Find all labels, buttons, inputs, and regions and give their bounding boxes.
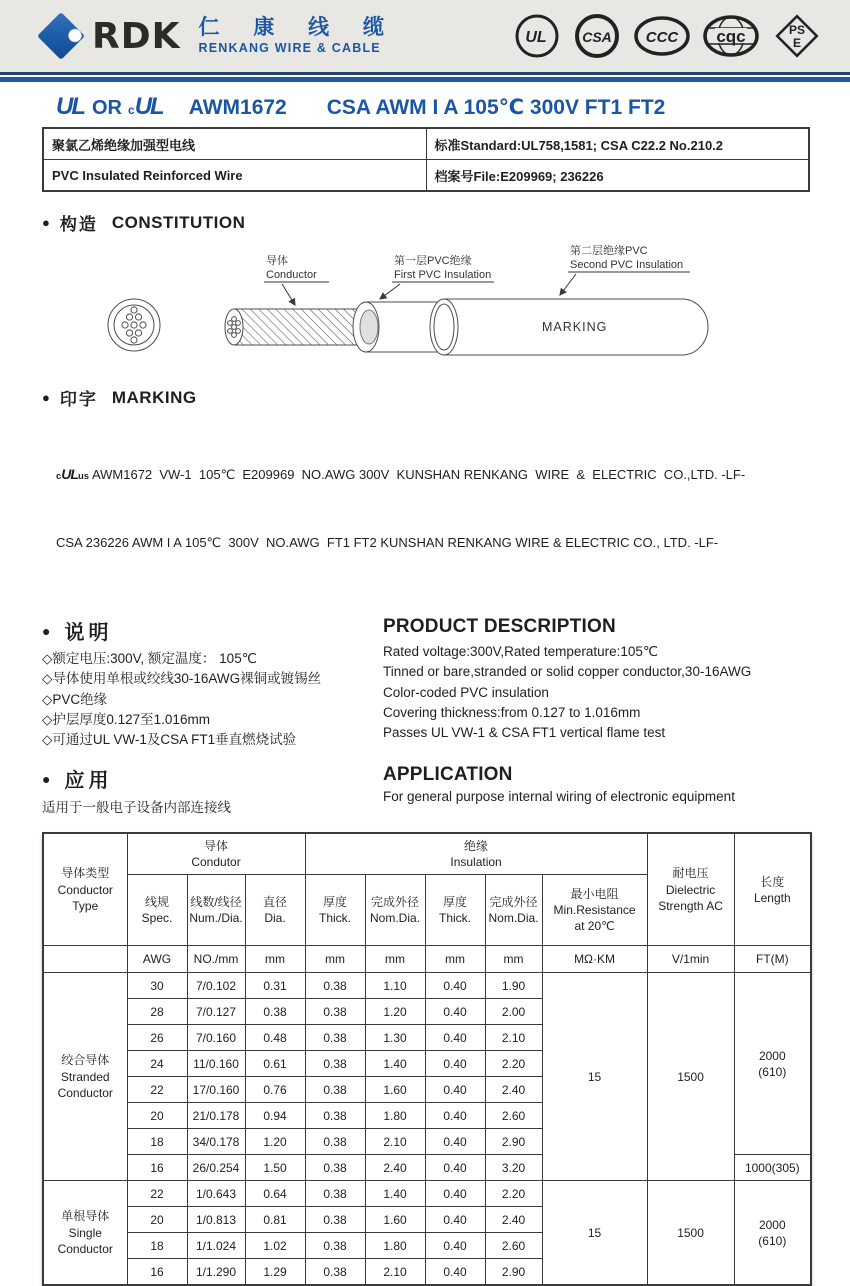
description-item-en: Color-coded PVC insulation: [383, 684, 549, 700]
spec-cell: 0.38: [305, 1259, 365, 1286]
spec-cell: 34/0.178: [187, 1129, 245, 1155]
description-item-cn: ◇额定电压:300V, 额定温度： 105℃: [42, 651, 257, 666]
units-mm: mm: [485, 946, 542, 973]
spec-rating: CSA AWM I A 105℃ 300V FT1 FT2: [326, 96, 666, 119]
spec-cell: 0.81: [245, 1207, 305, 1233]
spec-cell: 2.90: [485, 1259, 542, 1286]
cqc-cert-icon: [703, 13, 759, 59]
spec-cell: 2.10: [365, 1129, 425, 1155]
min-resistance-cell: 15: [542, 1181, 647, 1286]
spec-cell: 1.40: [365, 1051, 425, 1077]
description-cn-heading: [42, 616, 383, 645]
description-item-cn: ◇可通过UL VW-1及CSA FT1垂直燃烧试验: [42, 732, 297, 747]
spec-cell: 0.40: [425, 973, 485, 999]
dielectric-strength-cell: 1500: [647, 973, 734, 1181]
spec-cell: 1.60: [365, 1207, 425, 1233]
spec-cell: 0.94: [245, 1103, 305, 1129]
marking-text-block: [56, 416, 808, 600]
first-pvc-layer: [353, 302, 442, 352]
spec-cell: 2.40: [365, 1155, 425, 1181]
brand-name-en: RENKANG WIRE & CABLE: [198, 41, 381, 56]
constitution-title-cn: 构造: [59, 215, 98, 234]
spec-cell: 0.40: [425, 999, 485, 1025]
standard-field: 标准Standard:UL758,1581; CSA C22.2 No.210.2: [426, 128, 809, 160]
spec-cell: 0.40: [425, 1103, 485, 1129]
spec-cell: 1.60: [365, 1077, 425, 1103]
spec-cell: 16: [127, 1259, 187, 1286]
model-number: AWM1672: [188, 96, 287, 119]
ccc-cert-icon: [634, 13, 690, 59]
spec-cell: 7/0.160: [187, 1025, 245, 1051]
file-number-field: 档案号File:E209969; 236226: [426, 160, 809, 192]
thick1-col-header: 厚度 Thick.: [305, 875, 365, 946]
spec-cell: 2.00: [485, 999, 542, 1025]
marking-heading: [42, 385, 808, 410]
constitution-title-en: CONSTITUTION: [111, 212, 246, 232]
diagram-labels: [264, 243, 690, 305]
spec-cell: 2.10: [365, 1259, 425, 1286]
spec-cell: 1.30: [365, 1025, 425, 1051]
length-cell: 2000 (610): [734, 1181, 811, 1286]
description-item-en: Passes UL VW-1 & CSA FT1 vertical flame test: [383, 725, 666, 740]
cross-section: [108, 299, 160, 351]
description-item-en: Covering thickness:from 0.127 to 1.016mm: [383, 704, 641, 720]
spec-cell: 24: [127, 1051, 187, 1077]
spec-cell: 1.20: [245, 1129, 305, 1155]
rdk-logo-icon: [37, 12, 85, 60]
spec-cell: 18: [127, 1233, 187, 1259]
spec-cell: 16: [127, 1155, 187, 1181]
svg-text:CCC: CCC: [645, 29, 679, 46]
spec-cell: 2.20: [485, 1051, 542, 1077]
spec-cell: 0.40: [425, 1233, 485, 1259]
spec-cell: 22: [127, 1077, 187, 1103]
spec-cell: 0.40: [425, 1207, 485, 1233]
spec-cell: 0.38: [305, 999, 365, 1025]
description-title-cn: 说明: [64, 622, 113, 644]
units-mm: mm: [305, 946, 365, 973]
dielectric-strength-cell: 1500: [647, 1181, 734, 1286]
ul-marks: [56, 93, 165, 121]
spec-cell: 1/1.290: [187, 1259, 245, 1286]
spec-cell: 28: [127, 999, 187, 1025]
units-ft-m: FT(M): [734, 946, 811, 973]
second-pvc-label-en: Second PVC Insulation: [570, 259, 684, 271]
spec-cell: 0.38: [305, 1207, 365, 1233]
spec-cell: 2.60: [485, 1103, 542, 1129]
spec-cell: 0.38: [305, 1077, 365, 1103]
description-section: [42, 616, 808, 750]
certification-icons: [514, 11, 822, 61]
conductor-type-cell: 绞合导体 Stranded Conductor: [43, 973, 127, 1181]
svg-text:UL: UL: [525, 29, 547, 46]
spec-cell: 1.02: [245, 1233, 305, 1259]
spec-cell: 11/0.160: [187, 1051, 245, 1077]
second-pvc-label-cn: 第二层绝缘PVC: [570, 245, 648, 257]
spec-cell: 1.29: [245, 1259, 305, 1286]
spec-cell: 1.80: [365, 1103, 425, 1129]
spec-cell: 17/0.160: [187, 1077, 245, 1103]
spec-row: [43, 973, 811, 999]
spec-cell: 0.61: [245, 1051, 305, 1077]
spec-cell: 0.38: [305, 1181, 365, 1207]
application-text-cn: 适用于一般电子设备内部连接线: [42, 800, 231, 816]
spec-cell: 1.20: [365, 999, 425, 1025]
spec-cell: 1.90: [485, 973, 542, 999]
product-name-cn: 聚氯乙烯绝缘加强型电线: [43, 128, 426, 160]
num-dia-col-header: 线数/线径 Num./Dia.: [187, 875, 245, 946]
marking-title-en: MARKING: [111, 387, 197, 407]
conductor-group-header: 导体 Condutor: [127, 833, 305, 875]
pse-cert-icon: [772, 11, 822, 61]
cul-mark-icon: UL: [134, 93, 163, 120]
spec-cell: 1/0.813: [187, 1207, 245, 1233]
spec-cell: 0.38: [305, 1233, 365, 1259]
nomdia2-col-header: 完成外径 Nom.Dia.: [485, 875, 542, 946]
description-item-cn: ◇护层厚度0.127至1.016mm: [42, 711, 210, 727]
application-title-en: APPLICATION: [383, 764, 513, 786]
brand-names: [199, 17, 399, 55]
conductor-label-cn: 导体: [266, 255, 288, 267]
spec-cell: 0.48: [245, 1025, 305, 1051]
marking-text: MARKING: [542, 320, 608, 334]
brand-name-cn: 仁 康 线 缆: [198, 16, 399, 40]
brand-abbr: RDK: [92, 15, 181, 57]
thick2-col-header: 厚度 Thick.: [425, 875, 485, 946]
c-prefix: c: [128, 103, 135, 117]
description-cn-column: [42, 616, 383, 750]
spec-cell: 7/0.102: [187, 973, 245, 999]
description-items-cn: [42, 649, 383, 750]
info-row: [43, 128, 809, 160]
spec-cell: 0.38: [305, 1129, 365, 1155]
first-pvc-label-en: First PVC Insulation: [394, 269, 492, 281]
page-header: [0, 0, 850, 72]
description-items-en: [383, 642, 808, 743]
page-content: [0, 127, 850, 1286]
marking-title-cn: 印字: [59, 390, 98, 409]
spec-cell: 2.20: [485, 1181, 542, 1207]
ul-cert-icon: [514, 13, 560, 59]
spec-cell: 1/1.024: [187, 1233, 245, 1259]
spec-cell: 0.38: [305, 1103, 365, 1129]
length-header: 长度 Length: [734, 833, 811, 946]
spec-cell: 22: [127, 1181, 187, 1207]
marking-us-suffix: us: [77, 470, 90, 482]
units-no-mm: NO./mm: [187, 946, 245, 973]
spec-cell: 0.40: [425, 1155, 485, 1181]
min-resistance-cell: 15: [542, 973, 647, 1181]
spec-cell: 7/0.127: [187, 999, 245, 1025]
units-awg: AWG: [127, 946, 187, 973]
spec-cell: 0.38: [305, 1025, 365, 1051]
application-section: [42, 764, 808, 816]
spec-cell: 2.90: [485, 1129, 542, 1155]
spec-cell: 0.76: [245, 1077, 305, 1103]
spec-cell: 0.38: [245, 999, 305, 1025]
svg-text:PS: PS: [788, 23, 806, 37]
title-bar: [0, 82, 850, 127]
spec-row: [43, 1181, 811, 1207]
units-mm: mm: [245, 946, 305, 973]
application-cn-heading: [42, 764, 383, 793]
svg-text:CSA: CSA: [582, 29, 612, 45]
csa-cert-icon: [573, 13, 621, 59]
application-cn-column: [42, 764, 383, 816]
spec-cell: 1.40: [365, 1181, 425, 1207]
product-name-en: PVC Insulated Reinforced Wire: [43, 160, 426, 192]
spec-cell: 0.40: [425, 1129, 485, 1155]
description-title-en: PRODUCT DESCRIPTION: [383, 616, 616, 637]
application-text-en: For general purpose internal wiring of electronic equipment: [383, 789, 735, 805]
spec-cell: 0.64: [245, 1181, 305, 1207]
bullet-icon: ●: [42, 770, 55, 787]
description-item-en: Tinned or bare,stranded or solid copper conductor,30-16AWG: [383, 664, 752, 680]
marking-line-2: CSA 236226 AWM I A 105℃ 300V NO.AWG FT1 FT2 KUNSHAN RENKANG WIRE & ELECTRIC CO., LTD. -LF-: [56, 534, 719, 550]
units-mm: mm: [365, 946, 425, 973]
spec-cell: 3.20: [485, 1155, 542, 1181]
spec-cell: 0.40: [425, 1259, 485, 1286]
spec-cell: 30: [127, 973, 187, 999]
insulation-group-header: 绝缘 Insulation: [305, 833, 647, 875]
ul-mark-icon: UL: [56, 93, 84, 120]
spec-header-group-row: [43, 833, 811, 875]
bullet-icon: ●: [42, 622, 55, 639]
second-pvc-layer: [430, 299, 708, 355]
spec-units-row: [43, 946, 811, 973]
spec-cell: 1.10: [365, 973, 425, 999]
spec-cell: 26/0.254: [187, 1155, 245, 1181]
or-text: OR: [92, 97, 122, 119]
first-pvc-label-cn: 第一层PVC绝缘: [394, 255, 472, 267]
spec-cell: 0.40: [425, 1025, 485, 1051]
application-title-cn: 应用: [64, 770, 113, 793]
length-cell: 1000(305): [734, 1155, 811, 1181]
spec-cell: 0.40: [425, 1181, 485, 1207]
description-item-en: Rated voltage:300V,Rated temperature:105℃: [383, 644, 659, 659]
dia-col-header: 直径 Dia.: [245, 875, 305, 946]
min-resistance-col-header: 最小电阻 Min.Resistance at 20℃: [542, 875, 647, 946]
marking-c-prefix: c: [56, 470, 62, 482]
length-cell: 2000 (610): [734, 973, 811, 1155]
product-info-table: [42, 127, 810, 192]
spec-cell: 20: [127, 1103, 187, 1129]
spec-cell: 1.50: [245, 1155, 305, 1181]
units-v-1min: V/1min: [647, 946, 734, 973]
spec-cell: 0.40: [425, 1077, 485, 1103]
spec-col-header: 线规 Spec.: [127, 875, 187, 946]
spec-cell: 0.38: [305, 1051, 365, 1077]
spec-cell: 1.80: [365, 1233, 425, 1259]
spec-cell: 18: [127, 1129, 187, 1155]
marking-line-1-text: AWM1672 VW-1 105℃ E209969 NO.AWG 300V KUNSHAN RENKANG WIRE & ELECTRIC CO.,LTD. -LF-: [89, 466, 746, 482]
brand-block: [44, 16, 398, 57]
spec-cell: 2.10: [485, 1025, 542, 1051]
spec-cell: 0.38: [305, 1155, 365, 1181]
bullet-icon: ●: [42, 390, 50, 405]
description-item-cn: ◇导体使用单根或绞线30-16AWG裸铜或镀锡丝: [42, 671, 322, 687]
units-empty-cell: [43, 946, 127, 973]
specification-table: [42, 832, 812, 1286]
spec-cell: 2.40: [485, 1077, 542, 1103]
spec-cell: 2.40: [485, 1207, 542, 1233]
conductor-segment: [225, 309, 366, 345]
spec-cell: 0.40: [425, 1051, 485, 1077]
dielectric-header: 耐电压 Dielectric Strength AC: [647, 833, 734, 946]
conductor-label-en: Conductor: [266, 269, 317, 281]
marking-line-1: [56, 462, 808, 487]
cable-construction-diagram: [42, 237, 810, 375]
svg-text:E: E: [792, 36, 802, 50]
units-mm: mm: [425, 946, 485, 973]
spec-cell: 1/0.643: [187, 1181, 245, 1207]
bullet-icon: ●: [42, 215, 50, 230]
application-en-column: [383, 764, 808, 816]
conductor-type-header: 导体类型 Conductor Type: [43, 833, 127, 946]
svg-text:cqc: cqc: [716, 27, 746, 46]
units-mohm-km: MΩ·KM: [542, 946, 647, 973]
description-item-cn: ◇PVC绝缘: [42, 691, 108, 707]
marking-ul-mark-icon: UL: [61, 465, 78, 482]
spec-cell: 20: [127, 1207, 187, 1233]
spec-cell: 26: [127, 1025, 187, 1051]
spec-cell: 0.31: [245, 973, 305, 999]
nomdia1-col-header: 完成外径 Nom.Dia.: [365, 875, 425, 946]
conductor-type-cell: 单根导体 Single Conductor: [43, 1181, 127, 1286]
spec-cell: 2.60: [485, 1233, 542, 1259]
info-row: [43, 160, 809, 192]
constitution-heading: [42, 210, 808, 235]
spec-cell: 0.38: [305, 973, 365, 999]
spec-cell: 21/0.178: [187, 1103, 245, 1129]
description-en-column: [383, 616, 808, 750]
